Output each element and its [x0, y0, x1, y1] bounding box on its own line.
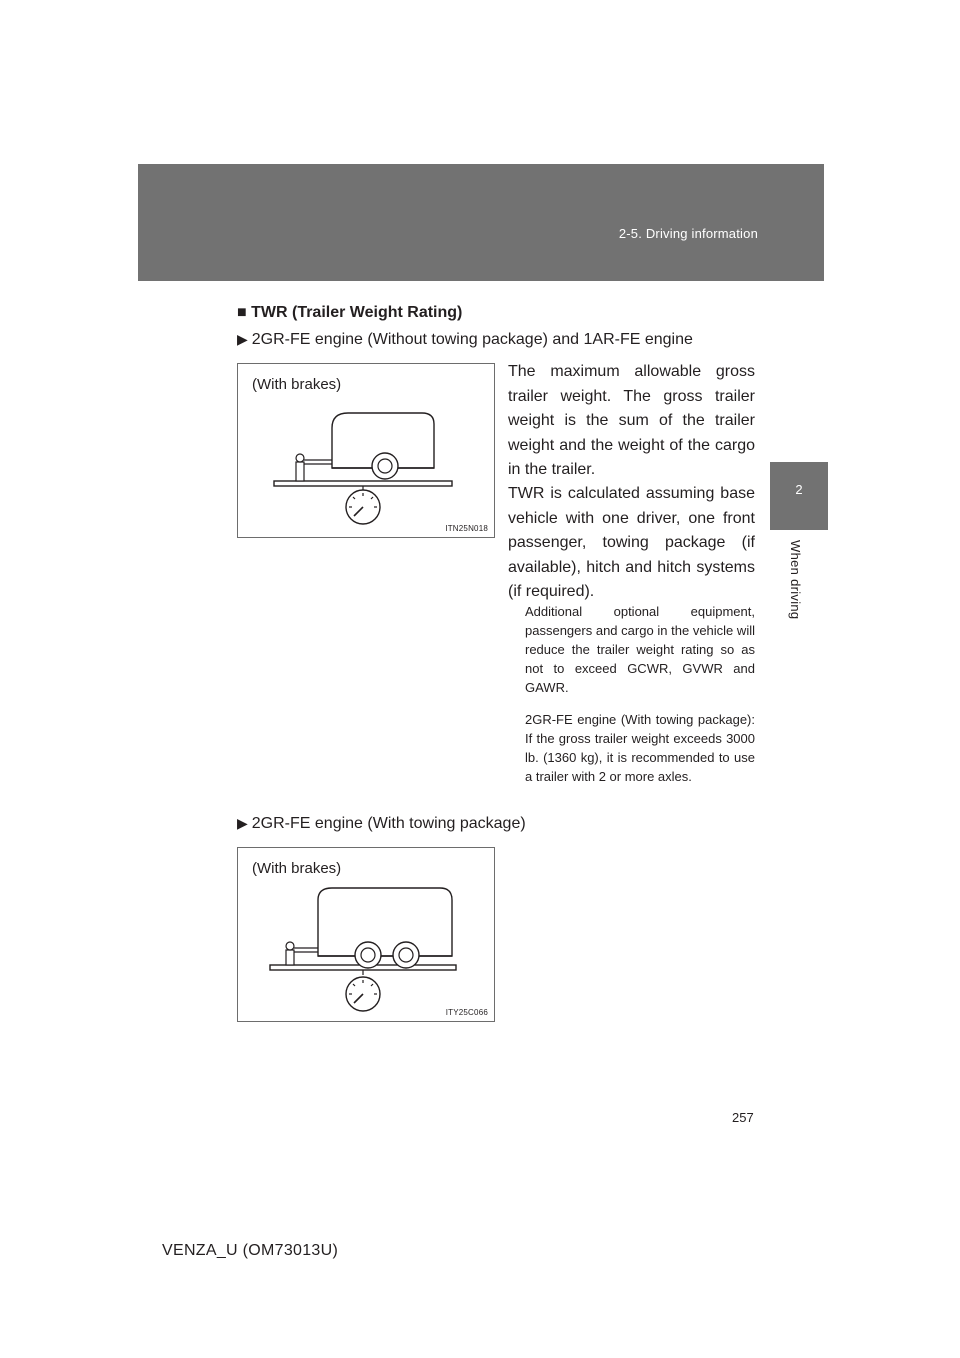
chapter-number: 2	[795, 482, 803, 497]
document-id: VENZA_U (OM73013U)	[162, 1242, 339, 1259]
figure-caption: (With brakes)	[252, 860, 342, 877]
note-towing-package: 2GR-FE engine (With towing package): If the gross trailer weight exceeds 3000 lb. (1360 kg), it is recommended to use a trailer with 2 or more axles.	[525, 712, 755, 784]
page-number: 257	[732, 1110, 754, 1125]
figure-caption: (With brakes)	[252, 376, 342, 393]
header-band	[138, 164, 824, 281]
paragraph-definition: The maximum allowable gross trailer weight. The gross trailer weight is the sum of the trailer weight and the weight of the cargo in the trailer.	[508, 363, 755, 478]
trailer-single-axle-icon	[238, 364, 494, 537]
bullet-item	[237, 331, 693, 349]
chapter-label: When driving	[788, 540, 803, 620]
figure-code: ITY25C066	[445, 1008, 488, 1017]
bullet-text: 2GR-FE engine (With towing package)	[251, 815, 526, 832]
bullet-text: 2GR-FE engine (Without towing package) and 1AR-FE engine	[251, 331, 693, 348]
section-heading: ■ TWR (Trailer Weight Rating)	[237, 304, 463, 321]
bullet-item	[237, 815, 526, 833]
trailer-double-axle-icon	[238, 848, 494, 1021]
arrow-right-icon: ▶	[237, 331, 248, 347]
figure-code: ITN25N018	[445, 524, 488, 533]
arrow-right-icon: ▶	[237, 815, 248, 831]
paragraph-calculation: TWR is calculated assuming base vehicle with one driver, one front passenger, towing package (if available), hitch and hitch systems (if required).	[508, 485, 755, 600]
figure-trailer-single	[237, 363, 495, 538]
chapter-tab	[770, 462, 828, 530]
note-optional-equipment: Additional optional equipment, passengers and cargo in the vehicle will reduce the trailer weight rating so as not to exceed GCWR, GVWR and GAWR.	[525, 604, 755, 695]
section-title: 2-5. Driving information	[618, 226, 758, 241]
figure-trailer-double	[237, 847, 495, 1022]
